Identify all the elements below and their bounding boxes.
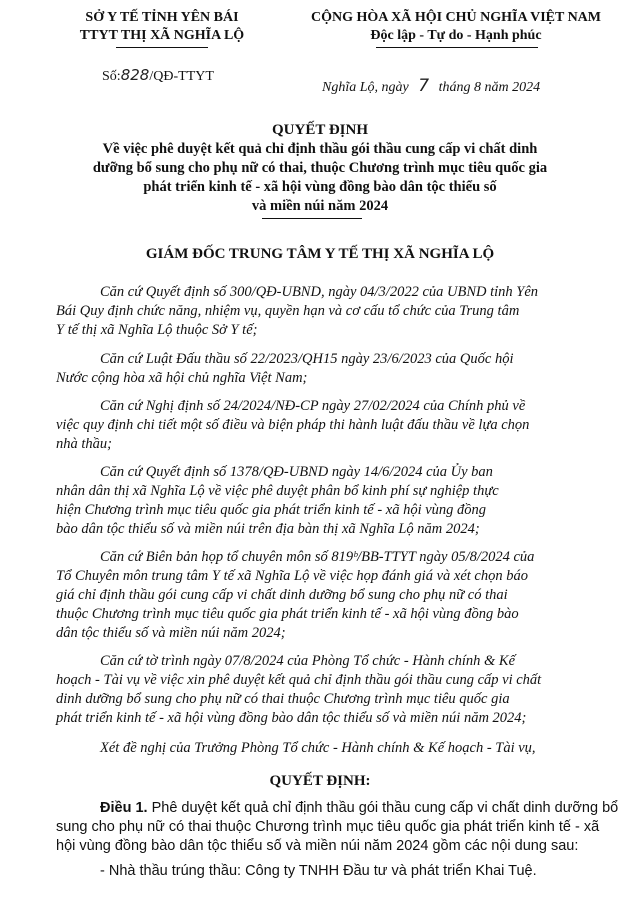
winning-contractor: - Nhà thầu trúng thầu: Công ty TNHH Đầu tư và phát triển Khai Tuệ. (100, 863, 537, 879)
header-right-underline (376, 47, 538, 48)
document-title: QUYẾT ĐỊNH (272, 122, 368, 138)
date-prefix: Nghĩa Lộ, ngày (322, 80, 409, 95)
basis-line: hoạch - Tài vụ về việc xin phê duyệt kết quả chỉ định thầu gói thầu cung cấp vi chất (56, 672, 542, 688)
legal-basis-4 (56, 463, 602, 539)
document-number (102, 66, 214, 85)
basis-line: nhà thầu; (56, 436, 112, 452)
date-day-handwritten: 7 (418, 76, 430, 96)
article-1-first-line (56, 799, 619, 818)
document-date (322, 76, 540, 96)
basis-line: dân tộc thiểu số và miền núi năm 2024; (56, 625, 286, 641)
legal-basis-1 (56, 283, 602, 340)
article-1 (56, 799, 619, 881)
basis-line: thuộc Chương trình mục tiêu quốc gia phát triển kinh tế - xã hội vùng đồng bào (56, 606, 519, 622)
basis-line: Căn cứ Biên bản họp tổ chuyên môn số 819ᵇ/BB-TTYT ngày 05/8/2024 của (100, 549, 535, 565)
basis-line: Xét đề nghị của Trưởng Phòng Tổ chức - Hành chính & Kế hoạch - Tài vụ, (100, 740, 536, 756)
legal-basis-7 (56, 739, 602, 758)
basis-line: Tổ Chuyên môn trung tâm Y tế xã Nghĩa Lộ về việc họp đánh giá và xét chọn báo (56, 568, 528, 584)
document-number-handwritten: 828 (120, 66, 150, 84)
legal-basis-6 (56, 652, 602, 728)
national-title: CỘNG HÒA XÃ HỘI CHỦ NGHĨA VIỆT NAM (310, 10, 601, 25)
issuing-authority: TTYT THỊ XÃ NGHĨA LỘ (79, 28, 245, 43)
basis-line: phát triển kinh tế - xã hội vùng đồng bào dân tộc thiểu số và miền núi năm 2024; (56, 710, 527, 726)
date-suffix: tháng 8 năm 2024 (438, 80, 541, 95)
legal-basis-3 (56, 397, 602, 454)
subject-line: dưỡng bổ sung cho phụ nữ có thai, thuộc Chương trình mục tiêu quốc gia (92, 160, 548, 176)
article-1-label: Điều 1. (100, 800, 148, 816)
basis-line: giá chỉ định thầu gói cung cấp vi chất dinh dưỡng bổ sung cho phụ nữ có thai (56, 587, 508, 603)
title-underline (262, 218, 362, 219)
basis-line: bào dân tộc thiểu số và miền núi trên địa bàn thị xã Nghĩa Lộ năm 2024; (56, 521, 480, 537)
basis-line: Căn cứ Quyết định số 1378/QĐ-UBND ngày 14/6/2024 của Ủy ban (100, 464, 493, 480)
issuing-authority-parent: SỞ Y TẾ TỈNH YÊN BÁI (85, 10, 239, 25)
basis-line: Căn cứ Luật Đấu thầu số 22/2023/QH15 ngày 23/6/2023 của Quốc hội (100, 351, 514, 367)
subject-line: phát triển kinh tế - xã hội vùng đồng bào dân tộc thiểu số (143, 179, 497, 195)
legal-basis-5 (56, 548, 602, 643)
document-number-suffix: /QĐ-TTYT (149, 69, 214, 84)
basis-line: việc quy định chi tiết một số điều và biện pháp thi hành luật đấu thầu về lựa chọn (56, 417, 530, 433)
basis-line: nhân dân thị xã Nghĩa Lộ về việc phê duyệt phân bổ kinh phí sự nghiệp thực (56, 483, 499, 499)
basis-line: Nước cộng hòa xã hội chủ nghĩa Việt Nam; (56, 370, 308, 386)
authority-heading: GIÁM ĐỐC TRUNG TÂM Y TẾ THỊ XÃ NGHĨA LỘ (145, 246, 495, 262)
header-left-underline (116, 47, 208, 48)
national-motto: Độc lập - Tự do - Hạnh phúc (370, 28, 542, 43)
basis-line: Căn cứ tờ trình ngày 07/8/2024 của Phòng Tổ chức - Hành chính & Kế (100, 653, 516, 669)
article-line: Phê duyệt kết quả chỉ định thầu gói thầu cung cấp vi chất dinh dưỡng bổ (151, 800, 619, 816)
subject-line: và miền núi năm 2024 (251, 198, 389, 214)
basis-line: hiện Chương trình mục tiêu quốc gia phát triển kinh tế - xã hội vùng đồng (56, 502, 487, 518)
basis-line: Bái Quy định chức năng, nhiệm vụ, quyền hạn và cơ cấu tổ chức của Trung tâm (56, 303, 520, 319)
basis-line: Căn cứ Nghị định số 24/2024/NĐ-CP ngày 27/02/2024 của Chính phủ về (100, 398, 526, 414)
article-line: hội vùng đồng bào dân tộc thiểu số và miền núi năm 2024 gồm các nội dung sau: (56, 838, 579, 854)
basis-line: Y tế thị xã Nghĩa Lộ thuộc Sở Y tế; (56, 322, 258, 338)
decision-heading: QUYẾT ĐỊNH: (269, 773, 371, 789)
basis-line: Căn cứ Quyết định số 300/QĐ-UBND, ngày 04/3/2022 của UBND tỉnh Yên (100, 284, 539, 300)
basis-line: dinh dưỡng bổ sung cho phụ nữ có thai thuộc Chương trình mục tiêu quốc gia (56, 691, 510, 707)
subject-line: Về việc phê duyệt kết quả chỉ định thầu gói thầu cung cấp vi chất dinh (102, 141, 538, 157)
legal-basis-2 (56, 350, 602, 388)
article-line: sung cho phụ nữ có thai thuộc Chương trình mục tiêu quốc gia phát triển kinh tế - xã (56, 819, 600, 835)
document-number-prefix: Số: (102, 69, 121, 84)
